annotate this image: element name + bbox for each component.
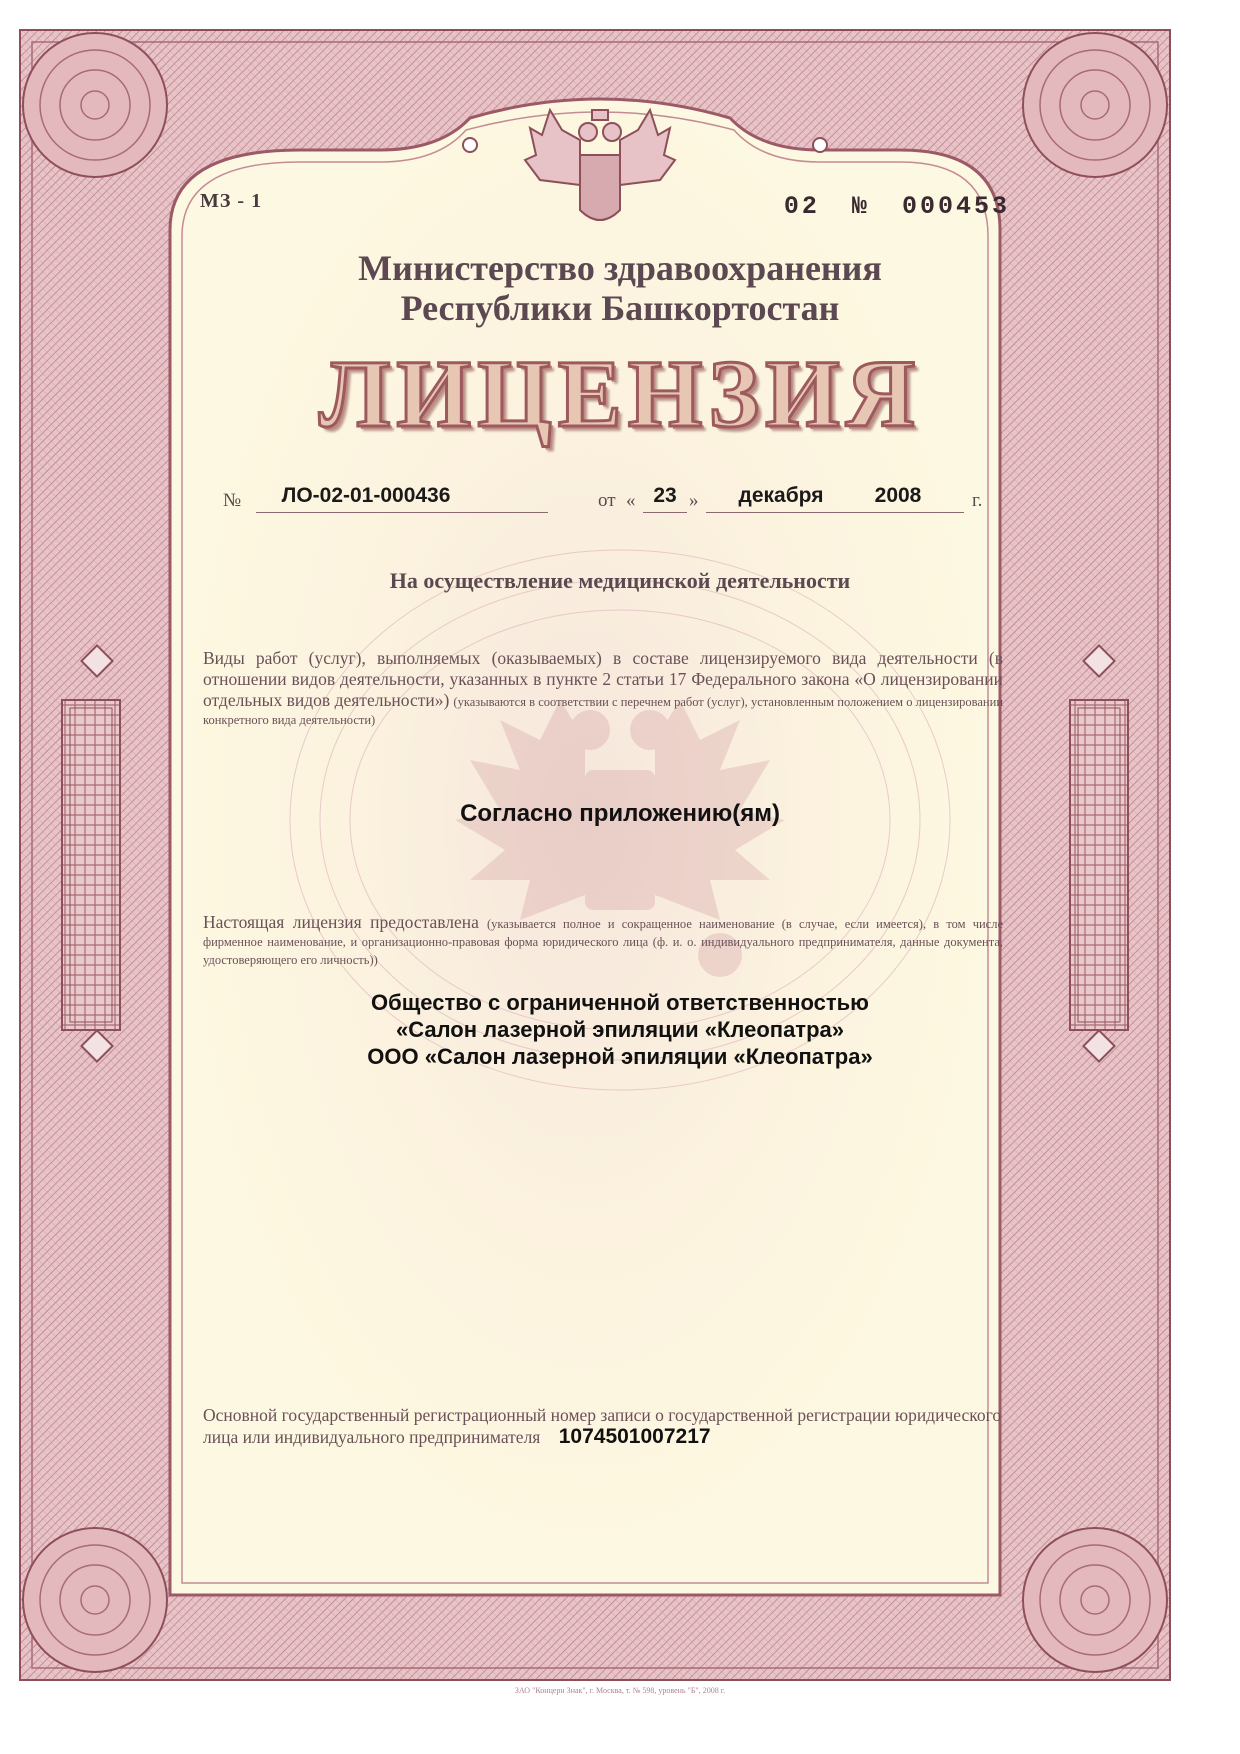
holder-name-line-2: «Салон лазерной эпиляции «Клеопатра»: [395, 1017, 844, 1042]
date-from-label: от: [598, 490, 616, 511]
holder-name-line-3: ООО «Салон лазерной эпиляции «Клеопатра»: [367, 1044, 873, 1069]
holder-text-small: (указывается полное и сокращенное наименование (в случае, если имеется), в том числе фирменное наименование, и организационно-правовая форма юридического лица (ф. и. о. индивидуального предпринимателя, данные документа, удостоверяющего его личность)): [203, 917, 1004, 967]
license-purpose: На осуществление медицинской деятельности: [389, 568, 851, 593]
license-number-value: ЛО-02-01-000436: [281, 484, 451, 507]
document-title: ЛИЦЕНЗИЯ: [318, 340, 922, 447]
holder-description: [203, 912, 1003, 969]
printer-note: ЗАО "Концерн Знак", г. Москва, т. № 598, уровень "Б", 2008 г.: [514, 1686, 726, 1695]
holder-name-line-1: Общество с ограниченной ответственностью: [371, 990, 869, 1015]
ogrn-text: Основной государственный регистрационный номер записи о государственной регистрации юридического лица или индивидуального предпринимателя: [203, 1405, 1002, 1447]
date-day: 23: [653, 484, 677, 507]
holder-text-main: Настоящая лицензия предоставлена: [203, 912, 479, 932]
license-number-label: №: [223, 490, 242, 511]
form-code: МЗ - 1: [200, 190, 263, 212]
ministry-line-2: Республики Башкортостан: [400, 288, 840, 328]
blank-serial-number: [784, 192, 1010, 221]
blank-number-sign: №: [851, 192, 870, 221]
works-text-main: Виды работ (услуг), выполняемых (оказываемых) в составе лицензируемого вида деятельности (в отношении видов деятельности, указанных в пункте 2 статьи 17 Федерального закона «О лицензировании отдельных видов деятельности»): [203, 648, 1003, 710]
date-year: 2008: [874, 484, 922, 507]
ogrn-block: [203, 1405, 1003, 1448]
date-close-quote: »: [689, 490, 699, 511]
date-day-underline: [643, 512, 687, 513]
works-description: [203, 648, 1003, 729]
date-month-year-underline: [706, 512, 964, 513]
blank-series: 02: [783, 192, 820, 221]
date-open-quote: «: [626, 490, 636, 511]
date-month: декабря: [738, 484, 824, 507]
works-value: Согласно приложению(ям): [460, 800, 780, 827]
ministry-line-1: Министерство здравоохранения: [358, 248, 882, 288]
left-pillar: [62, 700, 120, 1030]
license-number-underline: [256, 512, 548, 513]
blank-number: 000453: [901, 192, 1010, 221]
works-text-small: (указываются в соответствии с перечнем работ (услуг), установленным положением о лицензировании конкретного вида деятельности): [203, 695, 1004, 727]
right-pillar: [1070, 700, 1128, 1030]
ogrn-value: 1074501007217: [558, 1425, 711, 1448]
year-suffix: г.: [972, 490, 983, 511]
